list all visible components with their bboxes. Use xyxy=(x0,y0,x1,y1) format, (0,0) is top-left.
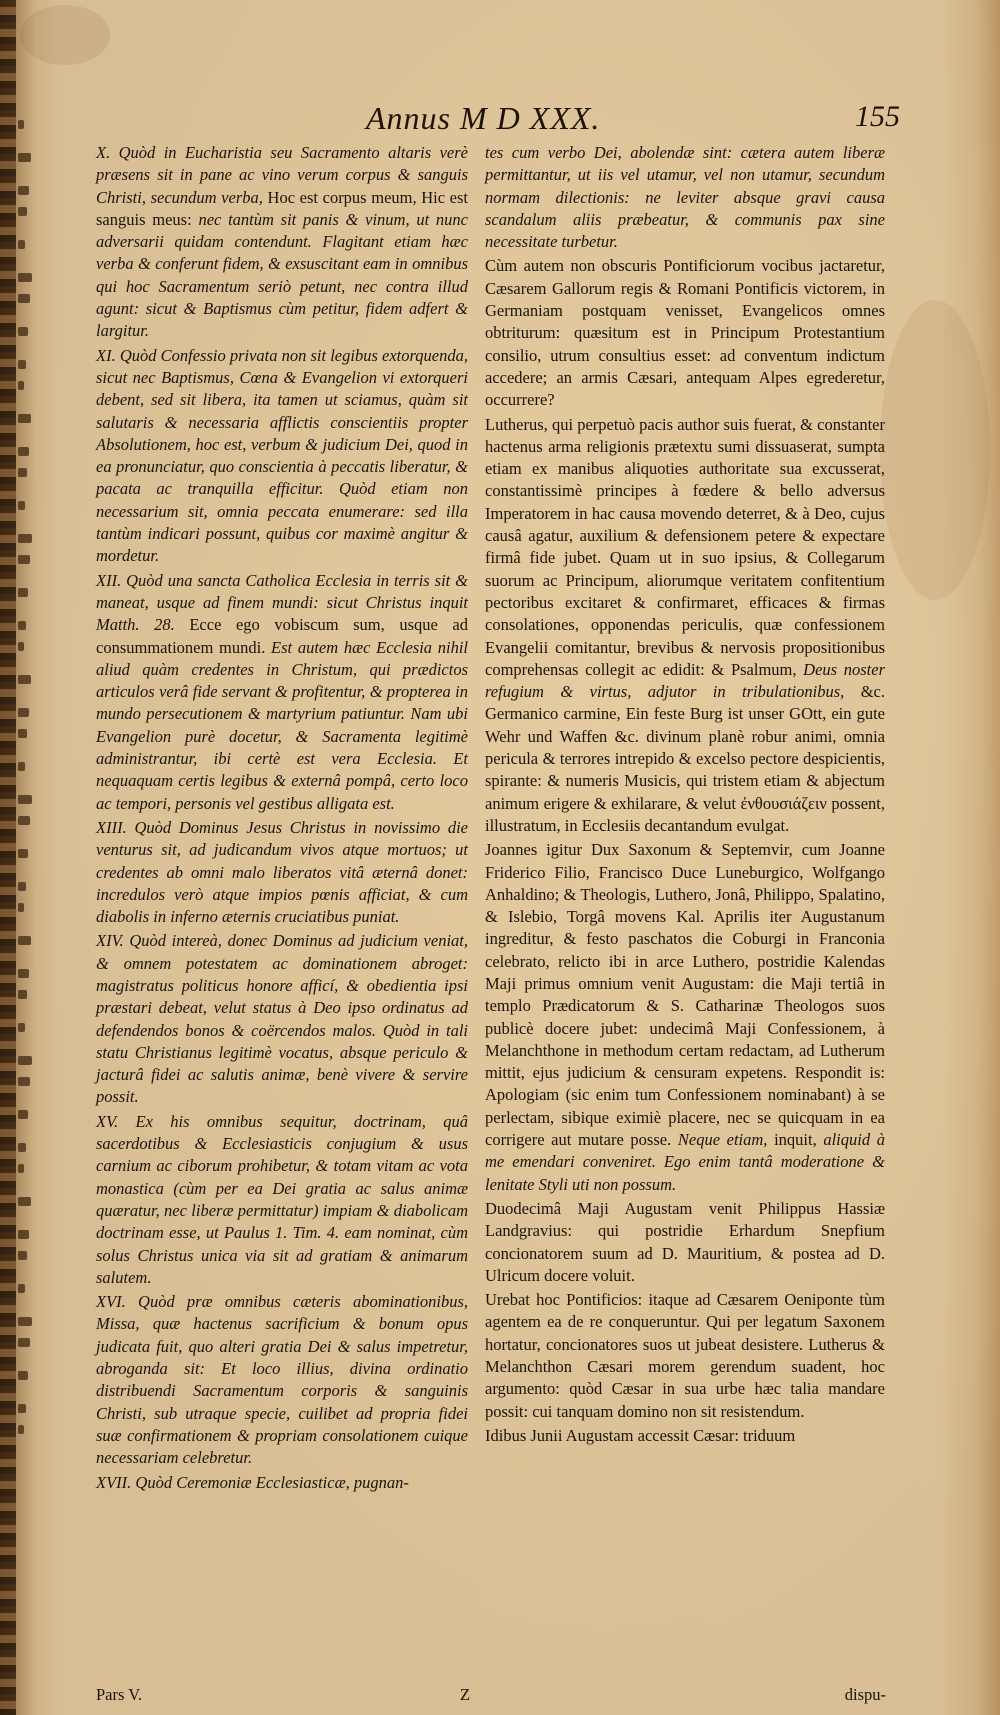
bleed-mark xyxy=(18,555,30,564)
bleed-mark xyxy=(18,729,27,738)
text-run: Deus noster refugium & virtus, adjutor in tribulationibus, xyxy=(485,659,886,702)
paragraph xyxy=(485,1198,885,1287)
paragraph xyxy=(96,1291,468,1469)
bleed-mark xyxy=(18,1338,30,1347)
bleed-mark xyxy=(18,675,31,684)
page-footer xyxy=(96,1685,886,1709)
bleed-mark xyxy=(18,273,32,282)
paragraph xyxy=(485,255,885,411)
bleed-mark xyxy=(18,534,32,543)
paragraph xyxy=(96,930,468,1108)
bleed-mark xyxy=(18,621,26,630)
gathering-letter: Z xyxy=(460,1685,471,1704)
paragraph xyxy=(485,1289,885,1423)
signature-mark: Pars V. xyxy=(96,1685,143,1704)
right-column xyxy=(485,142,885,1449)
text-run: Idibus Junii Augustam accessit Cæsar: triduum xyxy=(485,1425,796,1445)
bleed-mark xyxy=(18,468,27,477)
bleed-mark xyxy=(18,1056,32,1065)
bleed-mark xyxy=(18,414,31,423)
page-number: 155 xyxy=(855,100,900,133)
text-run: Joannes igitur Dux Saxonum & Septemvir, cum Joanne Friderico Filio, Francisco Duce Luneburgico, Wolfgango Anhaldino; & Theologis, Luthero, Jonâ, Philippo, Spalatino, & Islebio, Torgâ movens Kal. Aprilis iter Augustanum ingreditur, & festo paschatos die Coburgi in Franconia celebrato, relicto ibi in arce Luthero, postridie Kalendas Maji primus omnium venit Augustam: die Maji tertiâ in templo Prædicatorum & S. Catharinæ Theologos suos publicè docere jubet: undecimâ Maji Confessionem, à Melanchthone in methodum certam redactam, ad Lutherum mittit, ejus judicium & censuram expetens. Respondit is: Apologiam (sic enim tum Confessionem nominabant) à se perlectam, sibique eximiè placere, nec se quicquam in ea corrigere aut mutare posse. xyxy=(485,840,885,1150)
paragraph xyxy=(96,142,468,343)
bleed-mark xyxy=(18,240,25,249)
bleed-mark xyxy=(18,882,26,891)
paragraph xyxy=(96,1472,468,1494)
bleed-mark xyxy=(18,120,24,129)
bleed-mark xyxy=(18,969,29,978)
text-run: X. Quòd in Eucharistia seu Sacramento altaris verè præsens sit in pane ac vino verum corpus & sanguis Christi, secundum verba, xyxy=(96,143,468,207)
text-run: Ecce ego vobiscum sum, usque ad consummationem mundi. xyxy=(96,615,469,657)
text-run: XV. Ex his omnibus sequitur, doctrinam, quâ sacerdotibus & Ecclesiasticis conjugium & usus carnium ac ciborum prohibetur, & totam vitam ac vota monastica (cùm per ea Dei gratia ac salus animæ quæratur, nec liberæ permittatur) impiam & diabolicam doctrinam esse, ut Paulus 1. Tim. 4. eam nominat, cùm solus Christus unica via sit ad gratiam & animarum salutem. xyxy=(96,1111,468,1287)
bleed-mark xyxy=(18,294,30,303)
text-run: tes cum verbo Dei, abolendæ sint: cætera autem liberæ permittantur, ut iis vel utamur, vel non utamur, secundum normam dilectionis: ne leviter absque gravi causa scandalum aliis præbeatur, & communis pax sine necessitate turbetur. xyxy=(485,143,885,252)
text-run: Duodecimâ Maji Augustam venit Philippus Hassiæ Landgravius: qui postridie Erhardum Snepfium concionatorem suum ad D. Mauritium, & postea ad D. Ulricum docere voluit. xyxy=(485,1198,885,1285)
bleed-mark xyxy=(18,1143,26,1152)
bleed-mark xyxy=(18,903,24,912)
paragraph xyxy=(485,1425,885,1447)
book-spine xyxy=(0,0,16,1715)
text-run: Cùm autem non obscuris Pontificiorum vocibus jactaretur, Cæsarem Gallorum regis & Romani Pontificis victorem, in Germaniam postquam venisset, Evangelicos omnes obtriturum: quæsitum est in Principum Protestantium consilio, utrum consultius esset: ad conventum indictum accedere; an armis Cæsari, antequam Alpes egrederetur, occurrere? xyxy=(485,256,885,410)
bleed-mark xyxy=(18,1317,32,1326)
bleed-mark xyxy=(18,153,31,162)
running-head: Annus M D XXX. xyxy=(366,100,601,136)
text-run: Hoc est corpus meum, Hic est sanguis meus: xyxy=(96,187,469,229)
page-stain xyxy=(880,300,990,600)
bleed-mark xyxy=(18,762,25,771)
paragraph xyxy=(485,142,885,253)
left-column xyxy=(96,142,468,1496)
paragraph xyxy=(96,817,468,928)
bleed-mark xyxy=(18,1164,24,1173)
bleed-mark xyxy=(18,1404,26,1413)
bleed-mark xyxy=(18,708,29,717)
bleed-mark xyxy=(18,381,24,390)
text-run: XII. Quòd una sancta Catholica Ecclesia in terris sit & maneat, usque ad finem mundi: sicut Christus inquit Matth. 28. xyxy=(96,570,468,635)
text-run: Urebat hoc Pontificios: itaque ad Cæsarem Oeniponte tùm agentem ea de re conqueruntur. Qui per legatum Saxonem hortatur, concionatores suos ut jubeat desistere. Lutherus & Melanchthon Cæsari morem gerendum suadent, hoc argumento: quòd Cæsar in sua urbe hæc talia mandare possit: cui tanquam domino non sit resistendum. xyxy=(485,1290,885,1421)
bleed-mark xyxy=(18,501,25,510)
text-run: XVI. Quòd præ omnibus cæteris abominationibus, Missa, quæ hactenus sacrificium & bonum opus judicata fuit, quo alteri gratia Dei & salus impetretur, abroganda sit: Et loco illius, divina ordinatio distribuendi Sacramentum corporis & sanguinis Christi, sub utraque specie, cuilibet ad propria fidei suæ confirmationem & propriam consolationem cuique necessariam celebretur. xyxy=(96,1292,468,1468)
text-run: XI. Quòd Confessio privata non sit legibus extorquenda, sicut nec Baptismus, Cœna & Evangelion vi extorqueri debent, sed sit libera, ita tamen ut sciamus, quàm sit salutaris & necessaria afflictis conscientiis propter Absolutionem, hoc est, verbum & judicium Dei, quod in ea pronunciatur, quo conscientia à peccatis liberatur, & pacata ac tranquilla efficitur. Quòd etiam non necessarium sit, omnia peccata enumerare: sed illa tantùm indicari possunt, quibus cor maximè angitur & mordetur. xyxy=(96,345,468,566)
text-run: &c. Germanico carmine, Ein feste Burg ist unser GOtt, ein gute Wehr und Waffen &c. divinum planè robur animi, omnia pericula & terrores intrepido & excelso pectore despicientis, spirante: & numeris Musicis, qui tristem etiam & abjectum animum erigere & exhilarare, & velut ἐνθουσιάζειν possent, illustratum, in Ecclesiis decantandum evulgat. xyxy=(485,682,885,835)
paragraph xyxy=(485,414,885,838)
bleed-mark xyxy=(18,207,27,216)
text-run: XIV. Quòd intereà, donec Dominus ad judicium veniat, & omnem potestatem ac dominationem abroget: magistratus politicus honore afficí, & obedientia ipsi præstari debeat, velut status à Deo ipso ordinatus ad defendendos bonos & coërcendos malos. Quòd in tali statu Christianus legitimè vocatus, absque periculo & jacturâ fidei ac salutis animæ, benè vivere & servire possit. xyxy=(96,931,468,1107)
text-run: aliquid à me emendari conveniret. Ego enim tantâ moderatione & lenitate Styli uti non possum. xyxy=(485,1130,885,1194)
text-run: inquit, xyxy=(774,1130,824,1150)
bleed-mark xyxy=(18,990,27,999)
page-stain xyxy=(20,5,110,65)
bleed-mark xyxy=(18,642,24,651)
paragraph xyxy=(96,570,468,815)
bleed-mark xyxy=(18,186,29,195)
bleed-mark xyxy=(18,936,31,945)
bleed-mark xyxy=(18,1197,31,1206)
paragraph xyxy=(485,839,885,1196)
text-run: XIII. Quòd Dominus Jesus Christus in novissimo die venturus sit, ad judicandum vivos atque mortuos; ut credentes ab omni malo liberatos vitâ æternâ donet: incredulos verò atque impios pœnis afficiat, & cum diabolis in inferno æternis cruciatibus puniat. xyxy=(96,817,468,927)
facing-page-bleed xyxy=(16,120,36,1500)
text-run: Lutherus, qui perpetuò pacis author suis fuerat, & constanter hactenus arma religionis prætextu sumi dissuaserat, sumpta etiam ex manibus aliquoties authoritate sua excusserat, constantissimè principes à fœdere & bello adversus Imperatorem in hac causa movendo deterret, & à Deo, cujus causâ agatur, auxilium & defensionem petere & expectare firmâ fide jubet. Quam ut in suo ipsius, & Collegarum suorum ac Principum, aliorumque veritatem confitentium pectoribus excitaret & confirmaret, efficaces & firmas consolationes, opponendas periculis, quæ confessionem Evangelii comitantur, brevibus & nervosis propositionibus comprehensas collegit ac edidit: & Psalmum, xyxy=(485,414,885,679)
bleed-mark xyxy=(18,327,28,336)
text-run: XVII. Quòd Ceremoniæ Ecclesiasticæ, pugnan- xyxy=(96,1472,409,1492)
bleed-mark xyxy=(18,1077,30,1086)
bleed-mark xyxy=(18,1110,28,1119)
catchword: dispu- xyxy=(844,1685,886,1704)
bleed-mark xyxy=(18,816,30,825)
bleed-mark xyxy=(18,360,26,369)
bleed-mark xyxy=(18,447,29,456)
paragraph xyxy=(96,345,468,568)
text-run: Neque etiam, xyxy=(677,1130,775,1150)
bleed-mark xyxy=(18,1230,29,1239)
bleed-mark xyxy=(18,1284,25,1293)
text-run: Est autem hæc Ecclesia nihil aliud quàm credentes in Christum, qui prædictos articulos verâ fide servant & profitentur, & propterea in mundo persecutionem & martyrium patiuntur. Nam ubi Evangelion purè docetur, & Sacramenta legitimè administrantur, ibi certè est vera Ecclesia. Et nequaquam certis legibus & externâ pompâ, certo loco ac tempori, personis vel gestibus alligata est. xyxy=(96,637,468,813)
bleed-mark xyxy=(18,1371,28,1380)
bleed-mark xyxy=(18,849,28,858)
bleed-mark xyxy=(18,1251,27,1260)
bleed-mark xyxy=(18,1425,24,1434)
bleed-mark xyxy=(18,1023,25,1032)
bleed-mark xyxy=(18,588,28,597)
paragraph xyxy=(96,1111,468,1289)
text-run: nec tantùm sit panis & vinum, ut nunc adversarii quidam contendunt. Flagitant etiam hæc verba & conferunt fidem, & exsuscitant eam in omnibus qui hoc Sacramentum seriò petunt, nec contra illud agunt: sicut & Baptismus cùm petitur, fidem adfert & largitur. xyxy=(96,209,468,341)
bleed-mark xyxy=(18,795,32,804)
